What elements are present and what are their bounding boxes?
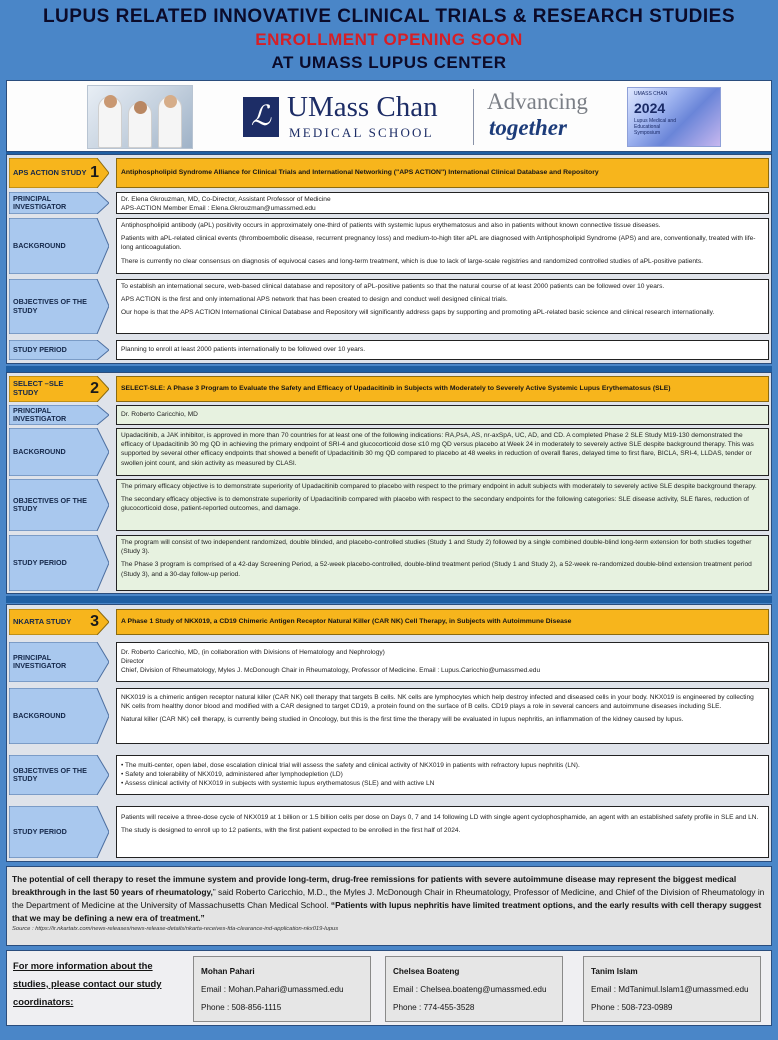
header-enrollment: ENROLLMENT OPENING SOON — [255, 30, 523, 49]
study-2-background-row — [9, 428, 769, 476]
header-location: AT UMASS LUPUS CENTER — [271, 53, 507, 72]
study-2-obj-p1: The primary efficacy objective is to demonstrate superiority of Upadacitinib compared to placebo with respect to the primary endpoint in adult subjects with moderately to severely active SLE despite background therapy. — [121, 483, 757, 490]
study-2-period-label: STUDY PERIOD — [13, 557, 67, 567]
study-1-tag: APS ACTION STUDY 1 — [9, 158, 109, 188]
contact-intro-text: For more information about the studies, please contact our study coordinators: — [13, 960, 162, 1007]
study-2-pi-name: Dr. Roberto Caricchio, MD — [116, 405, 769, 425]
study-3-obj-bullet: • The multi-center, open label, dose escalation clinical trial will assess the safety and clinical activity of NKX019 in patients with refractory lupus nephritis (LN). — [121, 762, 580, 769]
study-3-period-p1: Patients will receive a three-dose cycle of NKX019 at 1 billion or 1.5 billion cells per dose on Days 0, 7 and 14 following LD with single agent cyclophosphamide, an agent with an established safety profile in SLE and LN. — [121, 814, 759, 821]
study-3-pi-label: PRINCIPAL INVESTIGATOR — [13, 652, 67, 670]
quote-source: Source : https://ir.nkartatx.com/news-releases/news-release-details/nkarta-receives-fda-clearance-ind-application-nkx019-lupus — [12, 926, 339, 933]
study-1-bg-p3: There is currently no clear consensus on diagnosis of equivocal cases and long-term treatment, which is due to lack of large-scale registries and randomized controlled studies of aPL-positive patients. — [121, 257, 704, 265]
study-2-objectives-row — [9, 479, 769, 531]
contact-phone: Phone : 508-723-0989 — [591, 1003, 673, 1013]
study-1-period-row — [9, 340, 769, 360]
umass-logo-mark: ℒ — [243, 97, 279, 137]
study-3-title-row — [9, 609, 769, 635]
study-3-bg-p1: NKX019 is a chimeric antigen receptor natural killer (CAR NK) cell therapy that targets B cells. NK cells are lymphocytes which help destroy infected and diseased cells in your body. NKX019 is engineered by collecting NK cells from healthy donor blood and modified with a CAR designed to target CD19, a protein found on the surface of B cells. CD19 plays a role in several cancers and autoimmune diseases including SLE. — [121, 694, 754, 711]
study-3-tag: NKARTA STUDY 3 — [9, 609, 109, 635]
advancing-text: Advancing — [487, 89, 588, 114]
study-2-tag: SELECT –SLE STUDY 2 — [9, 376, 109, 402]
study-2-pi-label: PRINCIPAL INVESTIGATOR — [13, 405, 67, 423]
study-1-objectives-row — [9, 279, 769, 334]
study-3-period-row — [9, 806, 769, 858]
study-1-bg-p2: Patients with aPL-related clinical events (thromboembolic disease, recurrent pregnancy loss) and medium-to-high titer aPL are diagnosed with Antiphospholipid Syndrome (APS) and are, conventionally, treated with life-long anticoagulation. — [121, 235, 756, 252]
study-3-background-row — [9, 688, 769, 744]
caricchio-quote — [6, 866, 772, 946]
contact-email[interactable]: Email : Chelsea.boateng@umassmed.edu — [393, 985, 547, 995]
study-3-pi-row — [9, 642, 769, 682]
study-3-bg-label: BACKGROUND — [13, 710, 66, 720]
umass-chan-logo — [243, 87, 471, 147]
umass-logo-name: UMass Chan — [287, 91, 438, 123]
study-1-obj-p1: To establish an international secure, web-based clinical database and repository of aPL-positive patients so that the natural course of at least 2000 patients can be followed over 10 years. — [121, 283, 665, 290]
quote-lead: The potential of cell therapy to reset the immune system and provide long-term, drug-free remissions for patients with severe autoimmune disease may represent the biggest medical breakthrough in the last 50 years of rheumatology, — [12, 874, 737, 898]
study-1-bg-label: BACKGROUND — [13, 240, 66, 250]
contact-card — [385, 956, 563, 1022]
study-3-pi-title: Chief, Division of Rheumatology, Myles J. McDonough Chair in Rheumatology, Professor of Medicine. Email : Lupus.Caricchio@umassmed.edu — [121, 667, 541, 675]
contact-email[interactable]: Email : Mohan.Pahari@umassmed.edu — [201, 985, 344, 995]
study-3-section — [6, 604, 772, 862]
contact-phone: Phone : 774-455-3528 — [393, 1003, 475, 1013]
study-1-pi-row — [9, 192, 769, 214]
study-2-title-row — [9, 376, 769, 402]
study-3-obj-label: OBJECTIVES OF THE STUDY — [13, 765, 87, 783]
study-1-title-row — [9, 158, 769, 188]
contact-intro — [13, 957, 183, 1011]
study-1-pi-email: APS-ACTION Member Email : Elena.Gkrouzman@umassmed.edu — [121, 205, 316, 213]
study-2-bg-label: BACKGROUND — [13, 446, 66, 456]
study-1-section — [6, 154, 772, 364]
advancing-together-logo — [487, 89, 607, 141]
study-3-period-label: STUDY PERIOD — [13, 826, 67, 836]
study-1-period-label: STUDY PERIOD — [13, 344, 67, 354]
study-1-pi-name: Dr. Elena Gkrouzman, MD, Co-Director, Assistant Professor of Medicine — [121, 196, 331, 203]
study-3-period-p2: The study is designed to enroll up to 12 patients, with the first patient expected to be enrolled in the first half of 2024. — [121, 827, 461, 835]
study-3-objectives-row — [9, 755, 769, 795]
quote-closing: “Patients with lupus nephritis have limited treatment options, and the early results with cell therapy suggest that we may be defining a new era of treatment.” — [12, 900, 762, 924]
quote-attribution: ” said Roberto Caricchio, M.D., the Myles J. McDonough Chair in Rheumatology, Professor of Medicine, and Chief of the Division of Rheumatology in the Department of Medicine at the University of Massachusetts Chan Medical School. — [12, 887, 765, 911]
study-2-period-p1: The program will consist of two independent randomized, double blinded, and placebo-controlled studies (Study 1 and Study 2) followed by a single combined double-blind long-term extension for both studies together (Study 3). — [121, 539, 752, 556]
contact-section — [6, 950, 772, 1026]
study-1-period-text: Planning to enroll at least 2000 patients internationally to be followed over 10 years. — [116, 340, 769, 360]
badge-top-text: UMASS CHAN — [634, 91, 668, 97]
study-2-title: SELECT-SLE: A Phase 3 Program to Evaluate the Safety and Efficacy of Upadacitinib in Subjects with Moderately to Severely Active Systemic Lupus Erythematosus (SLE) — [116, 376, 769, 402]
contact-name: Tanim Islam — [591, 967, 638, 976]
together-text: together — [489, 115, 567, 140]
contact-card — [193, 956, 371, 1022]
contact-card — [583, 956, 761, 1022]
study-1-obj-p3: Our hope is that the APS ACTION International Clinical Database and Repository will significantly address gaps by supporting and promoting aPL-related basic science and clinical research internationally. — [121, 309, 715, 317]
study-1-obj-label: OBJECTIVES OF THE STUDY — [13, 297, 87, 315]
logo-banner — [6, 80, 772, 152]
contact-email[interactable]: Email : MdTanimul.Islam1@umassmed.edu — [591, 985, 749, 995]
study-1-number: 1 — [90, 164, 99, 181]
badge-year: 2024 — [634, 100, 666, 116]
study-3-bg-p2: Natural killer (CAR NK) cell therapy, is currently being studied in Oncology, but this is the first time the therapy will be evaluated in lupus nephritis, an inflammation of the kidney caused by lupus. — [121, 716, 684, 724]
study-2-number: 2 — [90, 380, 99, 397]
study-2-pi-row — [9, 405, 769, 425]
study-3-pi-role: Director — [121, 658, 145, 666]
study-3-obj-bullet: • Safety and tolerability of NKX019, administered after lymphodepletion (LD) — [121, 771, 343, 779]
symposium-2024-badge — [627, 87, 721, 147]
header-title: LUPUS RELATED INNOVATIVE CLINICAL TRIALS & RESEARCH STUDIES — [42, 6, 736, 27]
doctors-photo — [87, 85, 193, 149]
badge-caption: Lupus Medical and Educational Symposium — [634, 118, 676, 136]
logo-divider — [473, 89, 474, 145]
contact-phone: Phone : 508-856-1115 — [201, 1003, 282, 1013]
umass-logo-sub: MEDICAL SCHOOL — [289, 125, 434, 140]
poster-header — [0, 0, 778, 78]
study-3-pi-name: Dr. Roberto Caricchio, MD, (in collaboration with Divisions of Hematology and Nephrology) — [121, 649, 385, 656]
section-band — [6, 596, 772, 603]
study-3-title: A Phase 1 Study of NKX019, a CD19 Chimeric Antigen Receptor Natural Killer (CAR NK) Cell Therapy, in Subjects with Autoimmune Disease — [116, 609, 769, 635]
study-2-period-row — [9, 535, 769, 591]
study-2-bg-p1: Upadacitinib, a JAK inhibitor, is approved in more than 70 countries for at least one of the following indications: RA,PsA, AS, nr-axSpA, UC, AD, and CD. A completed Phase 2 SLE Study M19-130 demonstrated the efficacy of Upadacitinib 30 mg QD in achieving the primary endpoint of SRI-4 and glucocorticoid dose ≤10 mg QD versus placebo at Week 24 in moderately to severely active SLE despite background therapy. This was supported by several other efficacy endpoints that showed a benefit of Upadacitinib 30 mg QD compared to placebo at 48 weeks in reduction of overall flares, delayed time to first flare, BICLA, SRI-4, LLDAS, tender or swollen joint count, and skin activity as measured by CLASI. — [121, 432, 754, 467]
contact-name: Mohan Pahari — [201, 967, 255, 976]
study-1-background-row — [9, 218, 769, 274]
study-2-obj-label: OBJECTIVES OF THE STUDY — [13, 495, 87, 513]
study-2-section — [6, 372, 772, 594]
study-3-obj-bullet: • Assess clinical activity of NKX019 in subjects with systemic lupus erythematosus (SLE) and with active LN — [121, 780, 435, 788]
study-3-number: 3 — [90, 613, 99, 630]
study-1-pi-label: PRINCIPAL INVESTIGATOR — [13, 193, 67, 211]
study-2-obj-p2: The secondary efficacy objective is to demonstrate superiority of Upadacitinib compared with placebo with respect to the secondary endpoints for the following categories: SLE disease activity, SLE flares, reduction of glucocorticoid dose, patient-reported outcomes, and damage. — [121, 496, 749, 513]
study-1-bg-p1: Antiphospholipid antibody (aPL) positivity occurs in approximately one-third of patients with systemic lupus erythematosus and also in patients without known connective tissue diseases. — [121, 222, 661, 229]
study-1-obj-p2: APS ACTION is the first and only international APS network that has been created to design and conduct well designed clinical trials. — [121, 296, 508, 304]
study-2-period-p2: The Phase 3 program is comprised of a 42-day Screening Period, a 52-week placebo-controlled, double-blind treatment period (Study 1 and Study 2), a 52-week re-randomized double-blind extension treatment period (Study 3), and a 30-day follow-up period. — [121, 561, 752, 578]
study-1-title: Antiphospholipid Syndrome Alliance for Clinical Trials and International Networking ("APS ACTION") International Clinical Database and Repository — [116, 158, 769, 188]
contact-name: Chelsea Boateng — [393, 967, 460, 976]
